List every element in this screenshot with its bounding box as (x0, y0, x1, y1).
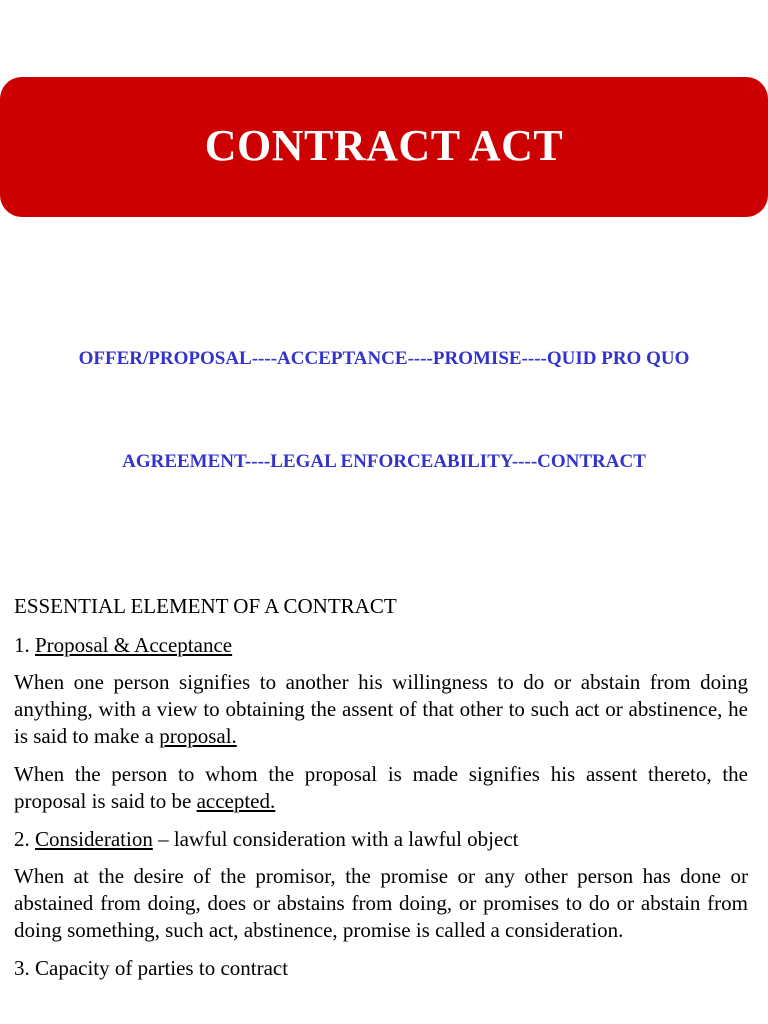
flow-agreement-to-contract: AGREEMENT----LEGAL ENFORCEABILITY----CONTRACT (122, 451, 646, 472)
element-1-number: 1. (14, 633, 35, 657)
element-1-heading (14, 632, 748, 659)
section-heading: ESSENTIAL ELEMENT OF A CONTRACT (14, 594, 397, 618)
element-2-number: 2. (14, 827, 35, 851)
title-banner (0, 77, 768, 217)
consideration-definition: When at the desire of the promisor, the promise or any other person has done or abstained from doing, does or abstains from doing, or promises to do or abstain from doing something, such act, abstinence, promise is called a consideration. (14, 864, 748, 942)
element-1-title: Proposal & Acceptance (35, 633, 233, 657)
proposal-definition-text: When one person signifies to another his willingness to do or abstain from doing anything, with a view to obtaining the assent of that other to such act or abstinence, he is said to make a (14, 670, 748, 748)
element-2-title: Consideration (35, 827, 153, 851)
accepted-term: accepted. (196, 789, 276, 813)
proposal-term: proposal. (159, 724, 237, 748)
element-3-heading: 3. Capacity of parties to contract (14, 956, 289, 980)
element-2-rest: – lawful consideration with a lawful object (152, 827, 519, 851)
document-body (14, 593, 748, 992)
flow-offer-to-quid-pro-quo: OFFER/PROPOSAL----ACCEPTANCE----PROMISE----QUID PRO QUO (78, 348, 690, 369)
page-title: CONTRACT ACT (204, 120, 564, 170)
acceptance-definition-text: When the person to whom the proposal is made signifies his assent thereto, the proposal is said to be (14, 762, 748, 813)
proposal-definition (14, 669, 748, 750)
acceptance-definition (14, 761, 748, 815)
element-2-heading (14, 826, 748, 853)
